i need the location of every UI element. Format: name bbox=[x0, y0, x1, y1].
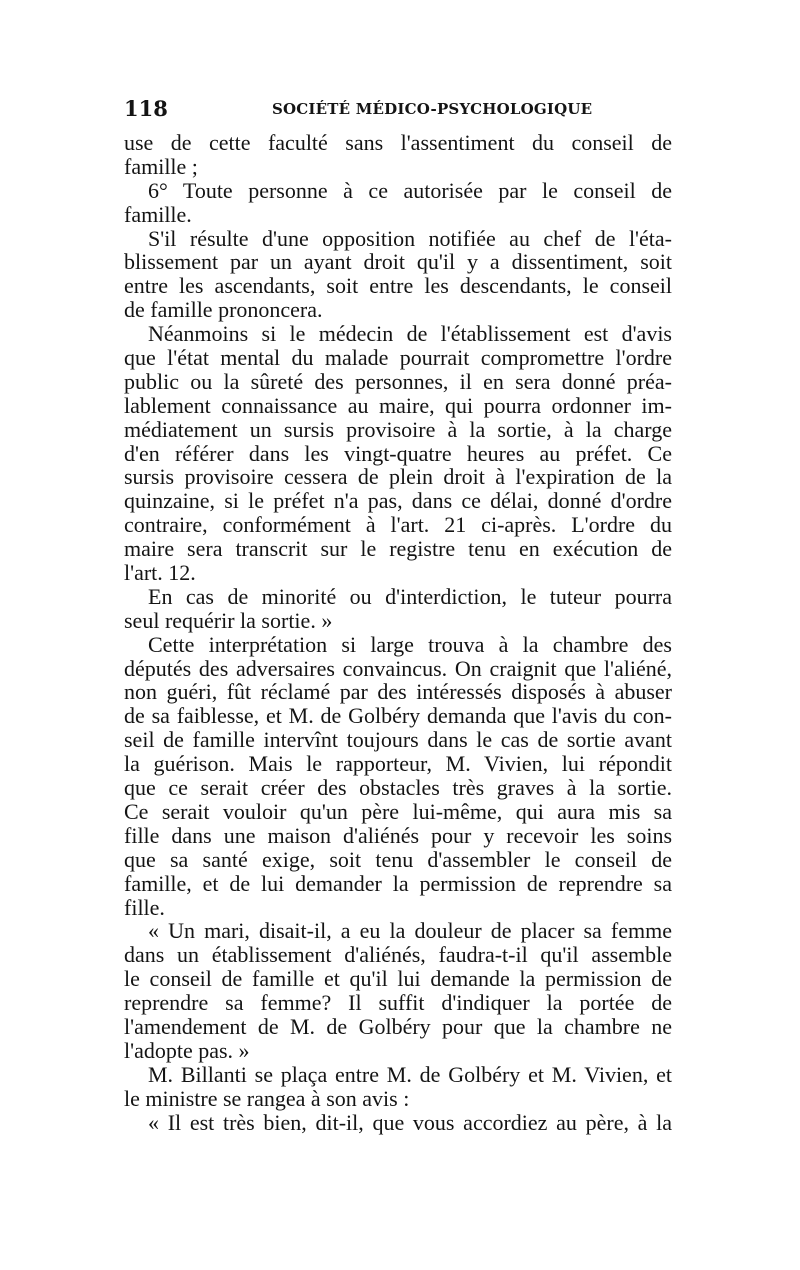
text-line: Néanmoins si le médecin de l'établissement est d'avis bbox=[148, 321, 672, 347]
text-line: M. Billanti se plaça entre M. de Golbéry et M. Vivien, et bbox=[148, 1061, 672, 1087]
text-line: famille ; bbox=[124, 153, 198, 179]
text-line: l'art. 12. bbox=[124, 560, 196, 586]
text-line: seul requérir la sortie. » bbox=[124, 607, 333, 633]
text-line: Cette interprétation si large trouva à la chambre des bbox=[148, 631, 672, 657]
text-line: Ce serait vouloir qu'un père lui-même, qui aura mis sa bbox=[124, 798, 672, 824]
text-line: députés des adversaires convaincus. On craignit que l'aliéné, bbox=[124, 655, 672, 681]
text-line: blissement par un ayant droit qu'il y a dissentiment, soit bbox=[124, 249, 672, 275]
running-head bbox=[124, 96, 672, 122]
text-line: famille, et de lui demander la permission de reprendre sa bbox=[124, 870, 672, 896]
paragraph-opposition bbox=[124, 227, 672, 323]
text-line: quinzaine, si le préfet n'a pas, dans ce délai, donné d'ordre bbox=[124, 488, 672, 514]
text-line: fille dans une maison d'aliénés pour y recevoir les soins bbox=[124, 822, 672, 848]
text-line: médiatement un sursis provisoire à la sortie, à la charge bbox=[124, 416, 672, 442]
text-line: le ministre se rangea à son avis : bbox=[124, 1085, 410, 1111]
body-text bbox=[124, 131, 672, 1134]
running-title: SOCIÉTÉ MÉDICO-PSYCHOLOGIQUE bbox=[272, 100, 593, 118]
text-line: de sa faiblesse, et M. de Golbéry demanda que l'avis du con- bbox=[124, 703, 672, 729]
text-line: dans un établissement d'aliénés, faudra-t-il qu'il assemble bbox=[124, 942, 672, 968]
paragraph-list-item-6 bbox=[124, 179, 672, 227]
text-line: famille. bbox=[124, 201, 192, 227]
text-line: public ou la sûreté des personnes, il en sera donné préa- bbox=[124, 368, 672, 394]
text-line: S'il résulte d'une opposition notifiée au chef de l'éta- bbox=[148, 225, 672, 251]
page-number: 118 bbox=[124, 96, 168, 121]
text-line: En cas de minorité ou d'interdiction, le tuteur pourra bbox=[148, 583, 672, 609]
paragraph-list-item-5 bbox=[124, 131, 672, 179]
text-line: « Il est très bien, dit-il, que vous accordiez au père, à la bbox=[148, 1109, 672, 1135]
text-line: reprendre sa femme? Il suffit d'indiquer la portée de bbox=[124, 990, 672, 1016]
text-line: use de cette faculté sans l'assentiment du conseil de bbox=[124, 130, 672, 155]
text-line: que l'état mental du malade pourrait compromettre l'ordre bbox=[124, 345, 672, 371]
paragraph-billanti bbox=[124, 1063, 672, 1111]
text-line: sursis provisoire cessera de plein droit à l'expiration de la bbox=[124, 464, 672, 490]
text-line: que ce serait créer des obstacles très graves à la sortie. bbox=[124, 775, 672, 801]
text-line: le conseil de famille et qu'il lui demande la permission de bbox=[124, 966, 672, 992]
text-line: non guéri, fût réclamé par des intéressés disposés à abuser bbox=[124, 679, 672, 705]
text-line: de famille prononcera. bbox=[124, 297, 323, 323]
text-line: lablement connaissance au maire, qui pourra ordonner im- bbox=[124, 392, 672, 418]
paragraph-quote-ministre bbox=[124, 1111, 672, 1135]
text-line: fille. bbox=[124, 894, 165, 920]
text-line: que sa santé exige, soit tenu d'assembler le conseil de bbox=[124, 846, 672, 872]
paragraph-minorite bbox=[124, 585, 672, 633]
text-line: d'en référer dans les vingt-quatre heures au préfet. Ce bbox=[124, 440, 672, 466]
text-line: l'adopte pas. » bbox=[124, 1037, 250, 1063]
text-line: contraire, conformément à l'art. 21 ci-après. L'ordre du bbox=[124, 512, 672, 538]
text-line: la guérison. Mais le rapporteur, M. Vivien, lui répondit bbox=[124, 751, 672, 777]
paragraph-interpretation bbox=[124, 633, 672, 920]
text-line: maire sera transcrit sur le registre tenu en exécution de bbox=[124, 536, 672, 562]
text-line: entre les ascendants, soit entre les descendants, le conseil bbox=[124, 273, 672, 299]
paragraph-quote-mari bbox=[124, 919, 672, 1062]
text-line: l'amendement de M. de Golbéry pour que la chambre ne bbox=[124, 1013, 672, 1039]
text-line: seil de famille intervînt toujours dans le cas de sortie avant bbox=[124, 727, 672, 753]
paragraph-sursis bbox=[124, 322, 672, 585]
text-line: « Un mari, disait-il, a eu la douleur de placer sa femme bbox=[148, 918, 672, 944]
text-line: 6° Toute personne à ce autorisée par le conseil de bbox=[148, 177, 672, 203]
